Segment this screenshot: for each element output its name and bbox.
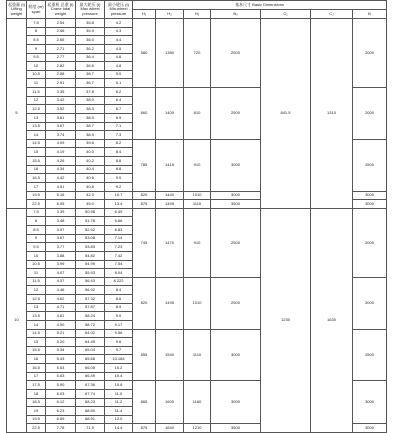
crane-spec-table <box>6 0 387 433</box>
min-wheel-pressure-cell: 6.7 <box>105 105 133 114</box>
span-cell: 17 <box>27 182 46 191</box>
min-wheel-pressure-cell: 10.184 <box>105 355 133 364</box>
span-cell: 8 <box>27 27 46 36</box>
c2-cell: 1630 <box>311 208 353 432</box>
span-cell: 22.5 <box>27 200 46 209</box>
h2-cell: 1495 <box>156 277 184 329</box>
crane-weight-cell: 3.35 <box>46 88 76 97</box>
crane-weight-cell: 3.67 <box>46 234 76 243</box>
max-wheel-pressure-cell: 66.05 <box>76 364 105 373</box>
h3-cell: 910 <box>184 208 211 277</box>
crane-weight-cell: 7.78 <box>46 424 76 433</box>
max-wheel-pressure-cell: 54.82 <box>76 251 105 260</box>
min-wheel-pressure-cell: 5.1 <box>105 79 133 88</box>
max-wheel-pressure-cell: 65.68 <box>76 355 105 364</box>
crane-weight-cell: 2.46 <box>46 27 76 36</box>
crane-weight-cell: 5.90 <box>46 381 76 390</box>
h3-cell: 1210 <box>184 424 211 433</box>
crane-weight-cell: 5.16 <box>46 191 76 200</box>
b-cell: 2000 <box>353 277 387 329</box>
max-wheel-pressure-cell: 38.9 <box>76 131 105 140</box>
c1-cell: 1230 <box>261 208 311 432</box>
max-wheel-pressure-cell: 52.52 <box>76 226 105 235</box>
min-wheel-pressure-cell: 8.4 <box>105 148 133 157</box>
b0-cell: 2500 <box>211 19 261 88</box>
span-cell: 22.5 <box>27 424 46 433</box>
crane-weight-cell: 4.62 <box>46 295 76 304</box>
b-cell: 2500 <box>353 139 387 191</box>
min-wheel-pressure-cell: 7.54 <box>105 260 133 269</box>
b0-cell: 3500 <box>211 424 261 433</box>
min-wheel-pressure-cell: 8.9 <box>105 303 133 312</box>
crane-weight-cell: 2.65 <box>46 36 76 45</box>
max-wheel-pressure-cell: 55.93 <box>76 269 105 278</box>
crane-weight-cell: 4.46 <box>46 286 76 295</box>
crane-weight-cell: 2.91 <box>46 79 76 88</box>
max-wheel-pressure-cell: 45.0 <box>76 200 105 209</box>
crane-weight-cell: 5.21 <box>46 329 76 338</box>
h3-cell: 810 <box>184 88 211 140</box>
min-wheel-pressure-cell: 6.9 <box>105 113 133 122</box>
span-cell: 17 <box>27 372 46 381</box>
span-cell: 12 <box>27 286 46 295</box>
max-wheel-pressure-cell: 58.24 <box>76 312 105 321</box>
span-cell: 16.5 <box>27 364 46 373</box>
crane-weight-cell: 2.54 <box>46 19 76 28</box>
span-cell: 13 <box>27 113 46 122</box>
min-wheel-pressure-cell: 6.2 <box>105 88 133 97</box>
min-wheel-pressure-cell: 11.4 <box>105 407 133 416</box>
span-cell: 11.5 <box>27 277 46 286</box>
span-cell: 12 <box>27 96 46 105</box>
min-wheel-pressure-cell: 9.0 <box>105 174 133 183</box>
h2-cell: 1440 <box>156 191 184 200</box>
header-basic-dimensions: 基本尺寸 Basic Dimensions <box>133 1 387 10</box>
crane-weight-cell: 4.34 <box>46 165 76 174</box>
header-crane-weight: 起重机 总重 (t) Crane total weight <box>46 1 76 19</box>
h1-cell: 820 <box>133 277 156 329</box>
min-wheel-pressure-cell: 4.3 <box>105 27 133 36</box>
min-wheel-pressure-cell: 4.6 <box>105 53 133 62</box>
max-wheel-pressure-cell: 68.50 <box>76 407 105 416</box>
span-cell: 11 <box>27 79 46 88</box>
max-wheel-pressure-cell: 36.7 <box>76 79 105 88</box>
h2-cell: 1640 <box>156 424 184 433</box>
max-wheel-pressure-cell: 58.72 <box>76 320 105 329</box>
crane-weight-cell: 3.77 <box>46 243 76 252</box>
crane-weight-cell: 4.26 <box>46 157 76 166</box>
min-wheel-pressure-cell: 10.7 <box>105 191 133 200</box>
b-cell: 3000 <box>353 200 387 209</box>
crane-weight-cell: 4.37 <box>46 277 76 286</box>
crane-weight-cell: 3.67 <box>46 122 76 131</box>
max-wheel-pressure-cell: 36.0 <box>76 36 105 45</box>
header-max-wheel-pressure: 最大轮压 (t) Max.wheel pressure <box>76 1 105 19</box>
span-cell: 8.5 <box>27 226 46 235</box>
max-wheel-pressure-cell: 64.02 <box>76 329 105 338</box>
span-cell: 9 <box>27 44 46 53</box>
table-header <box>7 1 387 19</box>
max-wheel-pressure-cell: 38.5 <box>76 113 105 122</box>
h1-cell: 745 <box>133 208 156 277</box>
max-wheel-pressure-cell: 71.5 <box>76 424 105 433</box>
max-wheel-pressure-cell: 42.3 <box>76 191 105 200</box>
min-wheel-pressure-cell: 7.3 <box>105 131 133 140</box>
span-cell: 10 <box>27 62 46 71</box>
header-span: 跨度 (m) span <box>27 1 46 19</box>
header-b: B <box>353 10 387 19</box>
span-cell: 15 <box>27 338 46 347</box>
max-wheel-pressure-cell: 36.4 <box>76 53 105 62</box>
min-wheel-pressure-cell: 9.0 <box>105 312 133 321</box>
span-cell: 10.5 <box>27 70 46 79</box>
max-wheel-pressure-cell: 35.8 <box>76 19 105 28</box>
crane-weight-cell: 5.43 <box>46 355 76 364</box>
max-wheel-pressure-cell: 68.91 <box>76 415 105 424</box>
header-lifting-weight: 起重量 (t) Lifting weight <box>7 1 27 19</box>
b-cell: 2000 <box>353 88 387 140</box>
span-cell: 14 <box>27 131 46 140</box>
header-min-wheel-pressure: 最小轮压 (t) Min.wheel pressure <box>105 1 133 19</box>
max-wheel-pressure-cell: 56.43 <box>76 277 105 286</box>
b0-cell: 2500 <box>211 277 261 329</box>
crane-weight-cell: 4.19 <box>46 148 76 157</box>
span-cell: 9.5 <box>27 53 46 62</box>
h2-cell: 1380 <box>156 19 184 88</box>
header-h1: H₁ <box>133 10 156 19</box>
max-wheel-pressure-cell: 36.2 <box>76 44 105 53</box>
span-cell: 19 <box>27 407 46 416</box>
span-cell: 14.5 <box>27 139 46 148</box>
min-wheel-pressure-cell: 9.17 <box>105 320 133 329</box>
header-c1: C₁ <box>261 10 311 19</box>
min-wheel-pressure-cell: 6.83 <box>105 226 133 235</box>
min-wheel-pressure-cell: 9.56 <box>105 329 133 338</box>
span-cell: 7.5 <box>27 208 46 217</box>
h1-cell: 820 <box>133 191 156 200</box>
span-cell: 15 <box>27 148 46 157</box>
min-wheel-pressure-cell: 7.14 <box>105 234 133 243</box>
max-wheel-pressure-cell: 40.2 <box>76 157 105 166</box>
b0-cell: 3000 <box>211 191 261 200</box>
b-cell: 2000 <box>353 19 387 88</box>
h1-cell: 875 <box>133 200 156 209</box>
max-wheel-pressure-cell: 40.6 <box>76 174 105 183</box>
max-wheel-pressure-cell: 54.99 <box>76 260 105 269</box>
c2-cell: 1310 <box>311 19 353 209</box>
max-wheel-pressure-cell: 40.8 <box>76 182 105 191</box>
table-row <box>7 208 387 217</box>
b0-cell: 3000 <box>211 329 261 381</box>
b0-cell: 3000 <box>211 381 261 424</box>
min-wheel-pressure-cell: 4.2 <box>105 19 133 28</box>
crane-weight-cell: 3.39 <box>46 208 76 217</box>
max-wheel-pressure-cell: 67.74 <box>76 389 105 398</box>
span-cell: 10 <box>27 251 46 260</box>
min-wheel-pressure-cell: 4.4 <box>105 36 133 45</box>
header-h2: H₂ <box>156 10 184 19</box>
max-wheel-pressure-cell: 40.0 <box>76 148 105 157</box>
max-wheel-pressure-cell: 37.8 <box>76 88 105 97</box>
min-wheel-pressure-cell: 8.6 <box>105 295 133 304</box>
max-wheel-pressure-cell: 38.7 <box>76 122 105 131</box>
b-cell: 3000 <box>353 191 387 200</box>
span-cell: 19.5 <box>27 415 46 424</box>
max-wheel-pressure-cell: 64.45 <box>76 338 105 347</box>
header-h3: H₃ <box>184 10 211 19</box>
max-wheel-pressure-cell: 36.6 <box>76 62 105 71</box>
crane-weight-cell: 2.88 <box>46 70 76 79</box>
span-cell: 15.5 <box>27 346 46 355</box>
max-wheel-pressure-cell: 38.3 <box>76 105 105 114</box>
b0-cell: 2500 <box>211 208 261 277</box>
min-wheel-pressure-cell: 10.2 <box>105 364 133 373</box>
c1-cell: 841.5 <box>261 19 311 209</box>
h3-cell: 720 <box>184 19 211 88</box>
h2-cell: 1400 <box>156 88 184 140</box>
min-wheel-pressure-cell: 8.2 <box>105 139 133 148</box>
crane-weight-cell: 4.81 <box>46 312 76 321</box>
h1-cell: 865 <box>133 381 156 424</box>
h1-cell: 875 <box>133 424 156 433</box>
span-cell: 9.5 <box>27 243 46 252</box>
span-cell: 10.5 <box>27 260 46 269</box>
span-cell: 11.5 <box>27 88 46 97</box>
crane-weight-cell: 3.48 <box>46 217 76 226</box>
crane-weight-cell: 2.82 <box>46 62 76 71</box>
max-wheel-pressure-cell: 35.9 <box>76 27 105 36</box>
span-cell: 12.5 <box>27 105 46 114</box>
span-cell: 16 <box>27 165 46 174</box>
span-cell: 18.5 <box>27 398 46 407</box>
max-wheel-pressure-cell: 36.7 <box>76 70 105 79</box>
crane-weight-cell: 6.69 <box>46 415 76 424</box>
b-cell: 2000 <box>353 208 387 277</box>
b-cell: 2500 <box>353 329 387 381</box>
h2-cell: 1495 <box>156 200 184 209</box>
span-cell: 8.5 <box>27 36 46 45</box>
span-cell: 15.5 <box>27 157 46 166</box>
min-wheel-pressure-cell: 10.8 <box>105 381 133 390</box>
min-wheel-pressure-cell: 4.8 <box>105 62 133 71</box>
h3-cell: 910 <box>184 139 211 191</box>
min-wheel-pressure-cell: 13.4 <box>105 200 133 209</box>
min-wheel-pressure-cell: 12.0 <box>105 415 133 424</box>
max-wheel-pressure-cell: 38.0 <box>76 96 105 105</box>
crane-weight-cell: 3.52 <box>46 105 76 114</box>
min-wheel-pressure-cell: 6.66 <box>105 217 133 226</box>
crane-weight-cell: 6.12 <box>46 398 76 407</box>
crane-weight-cell: 6.05 <box>46 200 76 209</box>
min-wheel-pressure-cell: 8.04 <box>105 269 133 278</box>
min-wheel-pressure-cell: 10.4 <box>105 372 133 381</box>
span-cell: 18 <box>27 389 46 398</box>
span-cell: 13.5 <box>27 312 46 321</box>
min-wheel-pressure-cell: 11.2 <box>105 398 133 407</box>
b0-cell: 2500 <box>211 88 261 140</box>
h3-cell: 1160 <box>184 381 211 424</box>
crane-weight-cell: 5.53 <box>46 364 76 373</box>
header-b0: B₀ <box>211 10 261 19</box>
lifting-weight-cell: 5 <box>7 19 27 209</box>
max-wheel-pressure-cell: 57.87 <box>76 303 105 312</box>
h1-cell: 580 <box>133 19 156 88</box>
crane-weight-cell: 3.88 <box>46 251 76 260</box>
max-wheel-pressure-cell: 67.36 <box>76 381 105 390</box>
max-wheel-pressure-cell: 53.83 <box>76 243 105 252</box>
crane-weight-cell: 5.34 <box>46 346 76 355</box>
crane-weight-cell: 6.23 <box>46 407 76 416</box>
h3-cell: 1010 <box>184 277 211 329</box>
crane-weight-cell: 4.09 <box>46 139 76 148</box>
span-cell: 11 <box>27 269 46 278</box>
h1-cell: 785 <box>133 139 156 191</box>
span-cell: 13 <box>27 303 46 312</box>
lifting-weight-cell: 10 <box>7 208 27 432</box>
max-wheel-pressure-cell: 66.49 <box>76 372 105 381</box>
max-wheel-pressure-cell: 51.78 <box>76 217 105 226</box>
crane-weight-cell: 5.63 <box>46 372 76 381</box>
max-wheel-pressure-cell: 68.23 <box>76 398 105 407</box>
span-cell: 16 <box>27 355 46 364</box>
table-body <box>7 19 387 433</box>
min-wheel-pressure-cell: 9.7 <box>105 346 133 355</box>
max-wheel-pressure-cell: 40.4 <box>76 165 105 174</box>
span-cell: 12.5 <box>27 295 46 304</box>
h2-cell: 1540 <box>156 329 184 381</box>
h2-cell: 1600 <box>156 381 184 424</box>
b-cell: 3000 <box>353 381 387 424</box>
h1-cell: 855 <box>133 329 156 381</box>
crane-weight-cell: 3.42 <box>46 96 76 105</box>
min-wheel-pressure-cell: 7.42 <box>105 251 133 260</box>
max-wheel-pressure-cell: 65.04 <box>76 346 105 355</box>
min-wheel-pressure-cell: 6.49 <box>105 208 133 217</box>
h3-cell: 1110 <box>184 329 211 381</box>
crane-weight-cell: 4.07 <box>46 269 76 278</box>
min-wheel-pressure-cell: 6.4 <box>105 96 133 105</box>
crane-weight-cell: 4.71 <box>46 303 76 312</box>
max-wheel-pressure-cell: 50.98 <box>76 208 105 217</box>
crane-weight-cell: 6.03 <box>46 389 76 398</box>
crane-weight-cell: 4.42 <box>46 174 76 183</box>
crane-weight-cell: 3.57 <box>46 226 76 235</box>
span-cell: 8 <box>27 217 46 226</box>
b-cell: 3000 <box>353 424 387 433</box>
max-wheel-pressure-cell: 53.08 <box>76 234 105 243</box>
min-wheel-pressure-cell: 5.0 <box>105 70 133 79</box>
min-wheel-pressure-cell: 7.1 <box>105 122 133 131</box>
min-wheel-pressure-cell: 8.4 <box>105 286 133 295</box>
crane-weight-cell: 3.99 <box>46 260 76 269</box>
span-cell: 14 <box>27 320 46 329</box>
table-row <box>7 19 387 28</box>
b0-cell: 3000 <box>211 139 261 191</box>
crane-weight-cell: 2.77 <box>46 53 76 62</box>
span-cell: 16.5 <box>27 174 46 183</box>
min-wheel-pressure-cell: 7.23 <box>105 243 133 252</box>
h2-cell: 1415 <box>156 139 184 191</box>
min-wheel-pressure-cell: 14.4 <box>105 424 133 433</box>
min-wheel-pressure-cell: 4.5 <box>105 44 133 53</box>
h2-cell: 1470 <box>156 208 184 277</box>
h3-cell: 1010 <box>184 191 211 200</box>
crane-weight-cell: 3.74 <box>46 131 76 140</box>
max-wheel-pressure-cell: 56.92 <box>76 286 105 295</box>
span-cell: 17.5 <box>27 381 46 390</box>
h3-cell: 1110 <box>184 200 211 209</box>
crane-weight-cell: 4.51 <box>46 182 76 191</box>
max-wheel-pressure-cell: 39.8 <box>76 139 105 148</box>
crane-weight-cell: 2.71 <box>46 44 76 53</box>
min-wheel-pressure-cell: 9.2 <box>105 182 133 191</box>
crane-weight-cell: 3.61 <box>46 113 76 122</box>
crane-weight-cell: 5.20 <box>46 338 76 347</box>
min-wheel-pressure-cell: 9.6 <box>105 338 133 347</box>
min-wheel-pressure-cell: 8.222 <box>105 277 133 286</box>
b0-cell: 3500 <box>211 200 261 209</box>
span-cell: 14.5 <box>27 329 46 338</box>
min-wheel-pressure-cell: 11.0 <box>105 389 133 398</box>
header-c2: C₂ <box>311 10 353 19</box>
span-cell: 13.5 <box>27 122 46 131</box>
max-wheel-pressure-cell: 57.32 <box>76 295 105 304</box>
crane-weight-cell: 4.90 <box>46 320 76 329</box>
span-cell: 7.5 <box>27 19 46 28</box>
min-wheel-pressure-cell: 8.8 <box>105 165 133 174</box>
min-wheel-pressure-cell: 8.6 <box>105 157 133 166</box>
h1-cell: 660 <box>133 88 156 140</box>
span-cell: 19.5 <box>27 191 46 200</box>
span-cell: 9 <box>27 234 46 243</box>
